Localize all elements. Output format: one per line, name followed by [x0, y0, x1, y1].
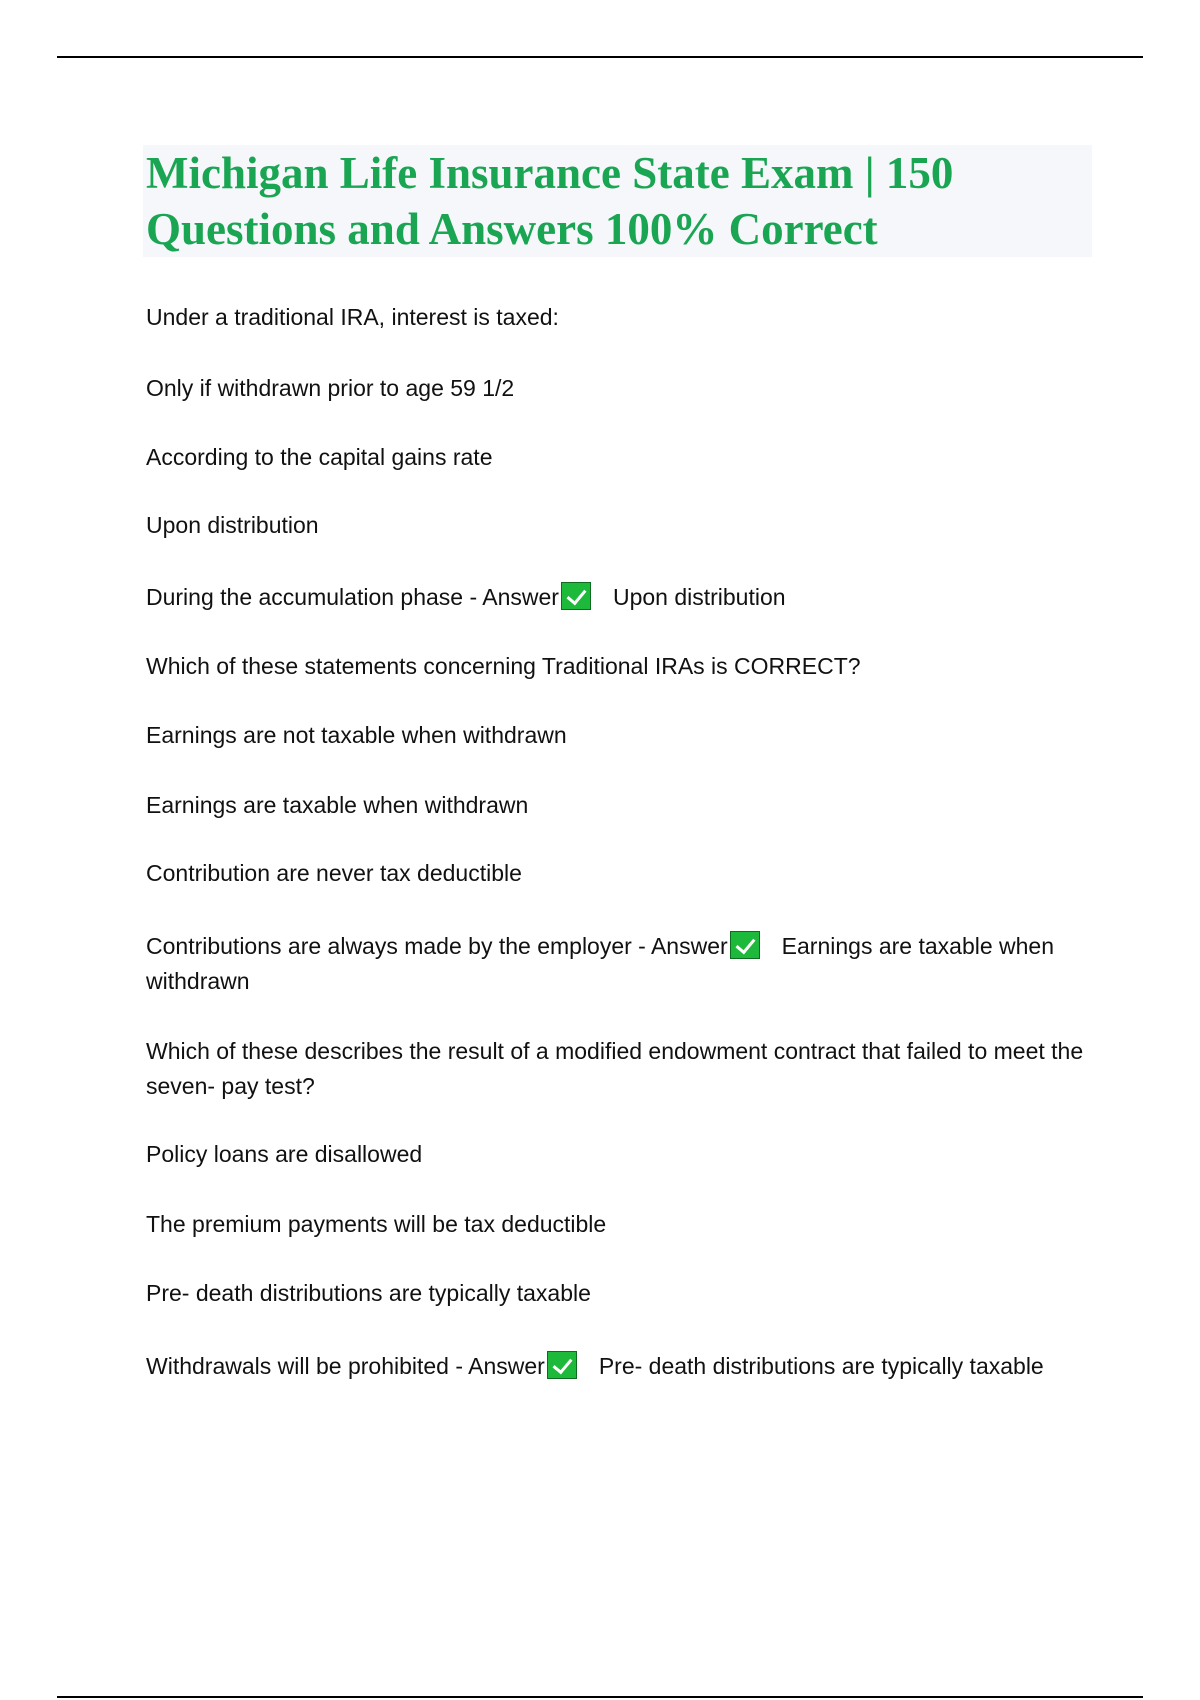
answer-line [146, 580, 1096, 615]
correct-answer: Upon distribution [612, 584, 786, 610]
answer-option: Policy loans are disallowed [146, 1141, 423, 1167]
check-mark-icon [561, 582, 591, 610]
bottom-rule [57, 1696, 1143, 1698]
answer-option: Only if withdrawn prior to age 59 1/2 [146, 375, 515, 401]
answer-option: Contribution are never tax deductible [146, 860, 522, 886]
question-text: Which of these describes the result of a modified endowment contract that failed to meet the seven- pay test? [146, 1038, 1084, 1099]
correct-answer: Earnings are taxable when withdrawn [146, 933, 1055, 994]
answer-option: The premium payments will be tax deductible [146, 1211, 607, 1237]
question-text: Under a traditional IRA, interest is taxed: [146, 304, 559, 330]
answer-option: Upon distribution [146, 512, 319, 538]
correct-answer: Pre- death distributions are typically taxable [598, 1353, 1044, 1379]
answer-option: Earnings are taxable when withdrawn [146, 792, 529, 818]
check-mark-icon [730, 931, 760, 959]
answer-option: Earnings are not taxable when withdrawn [146, 722, 567, 748]
answer-line [146, 929, 1096, 999]
question-text: Which of these statements concerning Traditional IRAs is CORRECT? [146, 653, 861, 679]
check-mark-icon [547, 1351, 577, 1379]
answer-option: Pre- death distributions are typically taxable [146, 1280, 591, 1306]
answer-line [146, 1349, 1096, 1384]
answer-option: Withdrawals will be prohibited - Answer [146, 1353, 545, 1379]
top-rule [57, 56, 1143, 58]
answer-option: Contributions are always made by the employer - Answer [146, 933, 728, 959]
answer-option: During the accumulation phase - Answer [146, 584, 559, 610]
answer-option: According to the capital gains rate [146, 444, 493, 470]
document-title: Michigan Life Insurance State Exam | 150 Questions and Answers 100% Correct [146, 148, 954, 254]
